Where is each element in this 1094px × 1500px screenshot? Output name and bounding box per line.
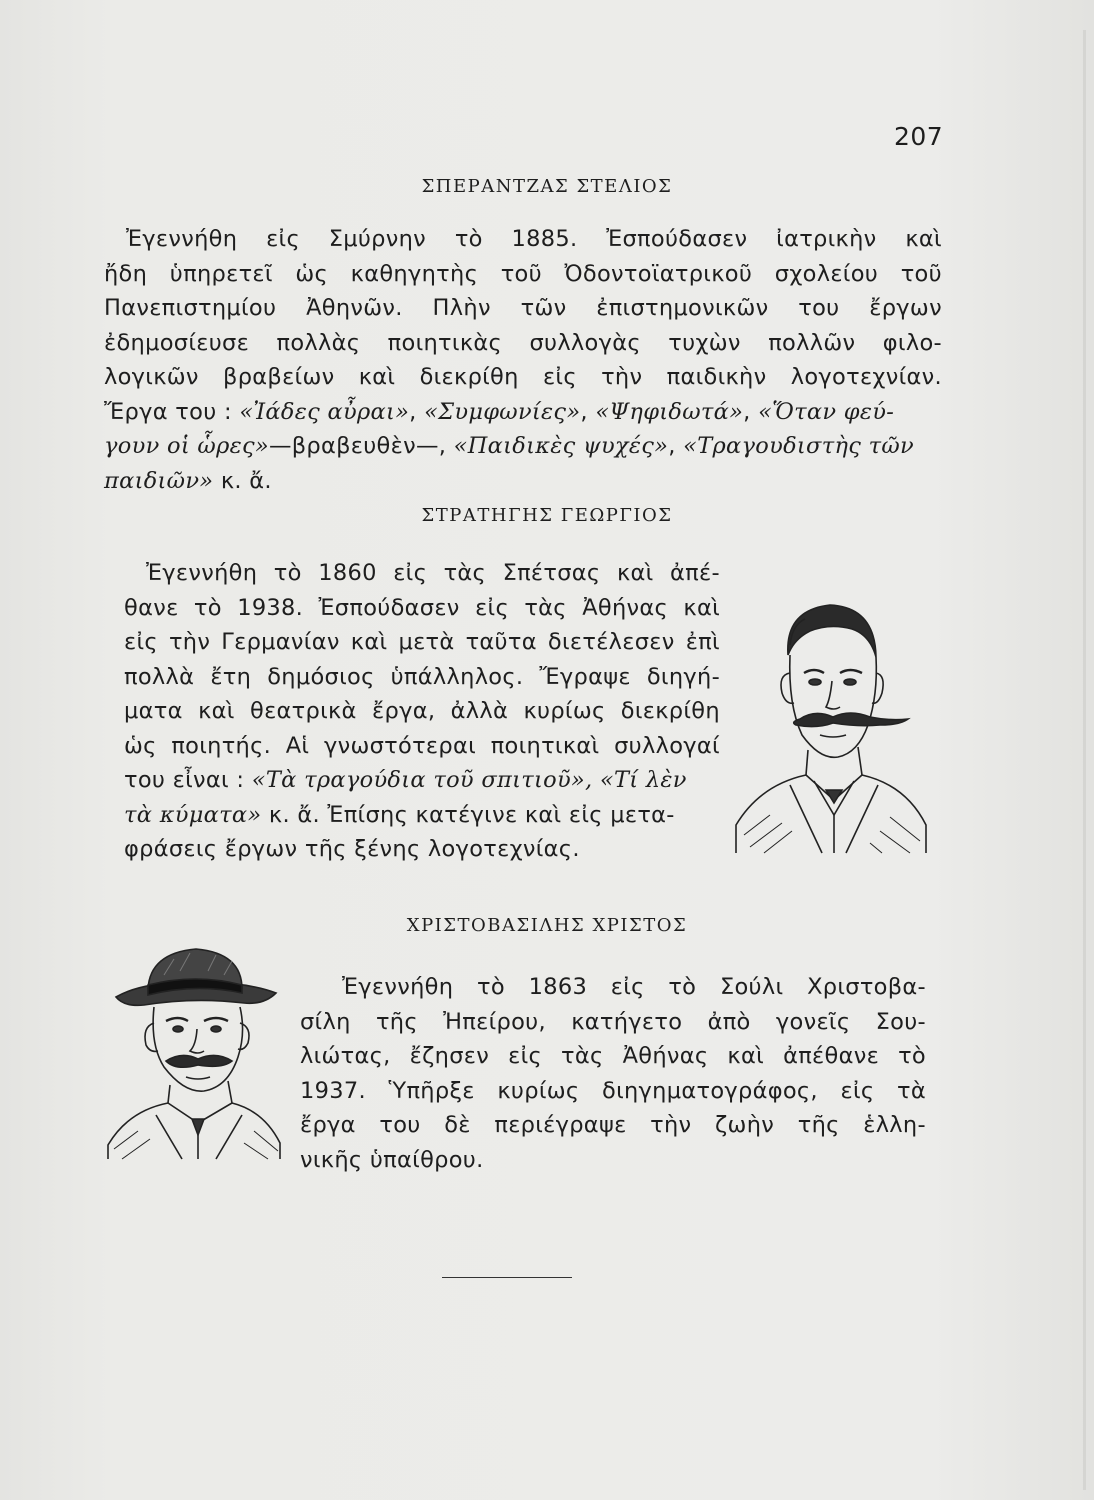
word: ἔργα, — [372, 698, 436, 724]
text-line — [104, 291, 942, 326]
word: Ἐσπούδασεν — [318, 594, 460, 621]
word: τὴν — [650, 1112, 692, 1138]
entry-text-christovasilis — [300, 970, 926, 1177]
word: τὸ — [898, 1043, 926, 1069]
text-line — [300, 1005, 926, 1040]
word: Ὀδοντοϊατρικοῦ — [564, 260, 753, 287]
word: κυρίως — [497, 1077, 580, 1104]
word: Ἀθήνας — [622, 1043, 709, 1069]
word: εἰς — [610, 974, 645, 1000]
word: τὸ — [476, 974, 505, 1000]
word: Σου- — [875, 1008, 926, 1035]
word: πολλὰς — [276, 329, 361, 356]
word: καὶ — [198, 698, 235, 724]
word: καθηγητὴς — [350, 260, 479, 287]
word: ἰατρικὴν — [776, 226, 877, 252]
word: φιλο- — [882, 329, 942, 356]
word: τῆς — [375, 1008, 418, 1035]
word: τὸ — [193, 594, 222, 621]
word: ζωὴν — [715, 1112, 775, 1138]
word: σχολείου — [774, 260, 879, 287]
word: ποιητικὰς — [387, 329, 503, 356]
word: περιέγραψε — [494, 1112, 627, 1138]
section-divider — [442, 1277, 572, 1278]
word: ἐπὶ — [685, 629, 720, 655]
word: καὶ — [905, 226, 942, 252]
word: Ἐγεννήθη — [342, 974, 454, 1000]
word: του — [379, 1112, 421, 1138]
word: ὑπηρετεῖ — [169, 260, 273, 287]
word: ἀπέθανε — [783, 1043, 880, 1069]
word: Σπέτσας — [502, 560, 601, 586]
word: διηγηματογράφος, — [602, 1077, 818, 1104]
word: εἰς — [542, 364, 577, 390]
text-line — [300, 1108, 926, 1143]
word: γονεῖς — [775, 1008, 851, 1035]
word: δημόσιος — [267, 663, 375, 690]
word: 1885. — [511, 226, 578, 252]
word: διεκρίθη — [419, 364, 519, 390]
text-line: φράσεις ἔργων τῆς ξένης λογοτεχνίας. — [124, 836, 580, 862]
word: ποιητικαὶ — [490, 732, 600, 759]
word: Ἐγεννήθη — [126, 226, 238, 252]
word: τοῦ — [900, 260, 942, 287]
word: συλλογὰς — [529, 329, 641, 356]
text-line — [124, 729, 720, 764]
word: λογοτεχνίαν. — [790, 364, 942, 390]
word: Ἀθήνας — [582, 594, 669, 621]
word: ἀλλὰ — [450, 698, 509, 724]
word: εἰς — [266, 226, 300, 252]
word: τὰ — [897, 1077, 926, 1104]
word: διεκρίθη — [620, 698, 720, 724]
word: Σούλι — [719, 974, 784, 1000]
word: τὴν — [168, 629, 211, 655]
word: Ἔγραψε — [539, 663, 631, 690]
word: ἔτη — [210, 663, 252, 690]
word: Ἠπείρου, — [443, 1008, 546, 1035]
word: Ἐσπούδασεν — [606, 226, 748, 252]
word: τὴν — [601, 364, 643, 390]
word: Γερμανίαν — [221, 629, 340, 655]
entry-heading-christovasilis: ΧΡΙΣΤΟΒΑΣΙΛΗΣ ΧΡΙΣΤΟΣ — [406, 915, 688, 936]
word: τὸ — [273, 560, 302, 586]
word: σίλη — [300, 1008, 351, 1035]
text-line — [104, 222, 942, 257]
word: καὶ — [683, 594, 720, 621]
entry-heading-stratigis: ΣΤΡΑΤΗΓΗΣ ΓΕΩΡΓΙΟΣ — [421, 505, 673, 526]
text-line: νικῆς ὑπαίθρου. — [300, 1146, 484, 1173]
word: τὰς — [443, 560, 487, 586]
entry-text-sperantzas — [104, 222, 942, 498]
word: τυχὼν — [668, 329, 741, 356]
word: Ἀθηνῶν. — [306, 295, 403, 321]
word: λιώτας, — [300, 1043, 391, 1069]
word: ἔργων — [869, 295, 942, 321]
word: κατήγετο — [571, 1008, 683, 1035]
entry-heading-sperantzas: ΣΠΕΡΑΝΤΖΑΣ ΣΤΕΛΙΟΣ — [421, 176, 673, 197]
word: διηγή- — [646, 663, 720, 690]
word: μετὰ — [398, 629, 455, 655]
word: Αἱ — [285, 732, 310, 759]
works-list-cont: γουν οἱ ὧρες»—βραβευθὲν—, «Παιδικὲς ψυχές», «Τραγουδιστὴς τῶν — [104, 433, 914, 459]
word: Ἐγεννήθη — [146, 560, 258, 586]
word: ὡς — [124, 732, 157, 759]
word: Πλὴν — [432, 295, 491, 321]
word: ἀπέ- — [670, 560, 720, 586]
word: 1937. — [300, 1077, 366, 1104]
word: συλλογαί — [614, 732, 720, 759]
word: 1863 — [528, 974, 588, 1000]
word: παιδικὴν — [666, 364, 767, 390]
portrait-stratigis-illustration — [730, 585, 930, 855]
word: τῶν — [520, 295, 567, 321]
word: Χριστοβα- — [807, 974, 926, 1000]
word: ποιητής. — [171, 732, 272, 759]
word: εἰς — [508, 1043, 543, 1069]
page-edge-shadow — [1083, 30, 1086, 1490]
word: 1860 — [318, 560, 377, 586]
word: πολλὰ — [124, 663, 195, 690]
text-line — [124, 694, 720, 729]
text-line — [300, 1039, 926, 1074]
word: Ὑπῆρξε — [388, 1077, 475, 1104]
word: βραβείων — [223, 364, 335, 390]
works-list-cont: τὰ κύματα» κ. ἄ. Ἐπίσης κατέγινε καὶ εἰς μετα- — [124, 801, 675, 828]
text-line — [104, 257, 942, 292]
word: ἐπιστημονικῶν — [596, 295, 769, 321]
word: τὸ — [454, 226, 483, 252]
word: Σμύρνην — [328, 226, 427, 252]
word: καὶ — [358, 364, 396, 390]
word: ἔζησεν — [409, 1043, 490, 1069]
word: 1938. — [237, 594, 304, 621]
word: τὸ — [668, 974, 697, 1000]
word: ἤδη — [104, 260, 148, 287]
word: καὶ — [727, 1043, 765, 1069]
word: εἰς — [124, 629, 158, 655]
text-line — [104, 326, 942, 361]
word: ἐδημοσίευσε — [104, 329, 250, 356]
works-list: Ἔργα του : «Ἰάδες αὖραι», «Συμφωνίες», «Ψηφιδωτά», «Ὅταν φεύ- — [104, 398, 895, 425]
word: ὡς — [295, 260, 329, 287]
word: εἰς — [393, 560, 428, 586]
word: θεατρικὰ — [250, 698, 357, 724]
text-line — [124, 556, 720, 591]
word: διετέλεσεν — [547, 629, 675, 655]
word: ἑλλη- — [863, 1112, 926, 1138]
word: λογικῶν — [104, 364, 199, 390]
word: κυρίως — [523, 698, 606, 724]
word: του — [798, 295, 840, 321]
text-line — [124, 660, 720, 695]
works-list-end: παιδιῶν» κ. ἄ. — [104, 467, 272, 494]
word: καὶ — [350, 629, 388, 655]
text-line — [300, 970, 926, 1005]
word: εἰς — [475, 594, 509, 621]
word: τὰς — [524, 594, 567, 621]
word: Πανεπιστημίου — [104, 295, 277, 321]
text-line — [300, 1074, 926, 1109]
word: γνωστότεραι — [323, 732, 477, 759]
word: ὑπάλληλος. — [390, 663, 524, 690]
word: ματα — [124, 698, 183, 724]
word: δὲ — [444, 1112, 471, 1138]
word: ἀπὸ — [707, 1008, 751, 1035]
text-line — [104, 360, 942, 395]
word: τῆς — [797, 1112, 840, 1138]
word: εἰς — [840, 1077, 875, 1104]
word: ἔργα — [300, 1112, 356, 1138]
word: καὶ — [616, 560, 654, 586]
word: θανε — [124, 594, 179, 621]
entry-text-stratigis — [124, 556, 720, 867]
page-number: 207 — [894, 122, 944, 151]
word: τὰς — [561, 1043, 604, 1069]
text-line — [124, 591, 720, 626]
word: πολλῶν — [768, 329, 856, 356]
portrait-christovasilis-illustration — [104, 935, 284, 1160]
word: τοῦ — [500, 260, 542, 287]
word: ταῦτα — [465, 629, 537, 655]
text-line — [124, 625, 720, 660]
works-list: του εἶναι : «Τὰ τραγούδια τοῦ σπιτιοῦ», «Τί λὲν — [124, 767, 687, 793]
